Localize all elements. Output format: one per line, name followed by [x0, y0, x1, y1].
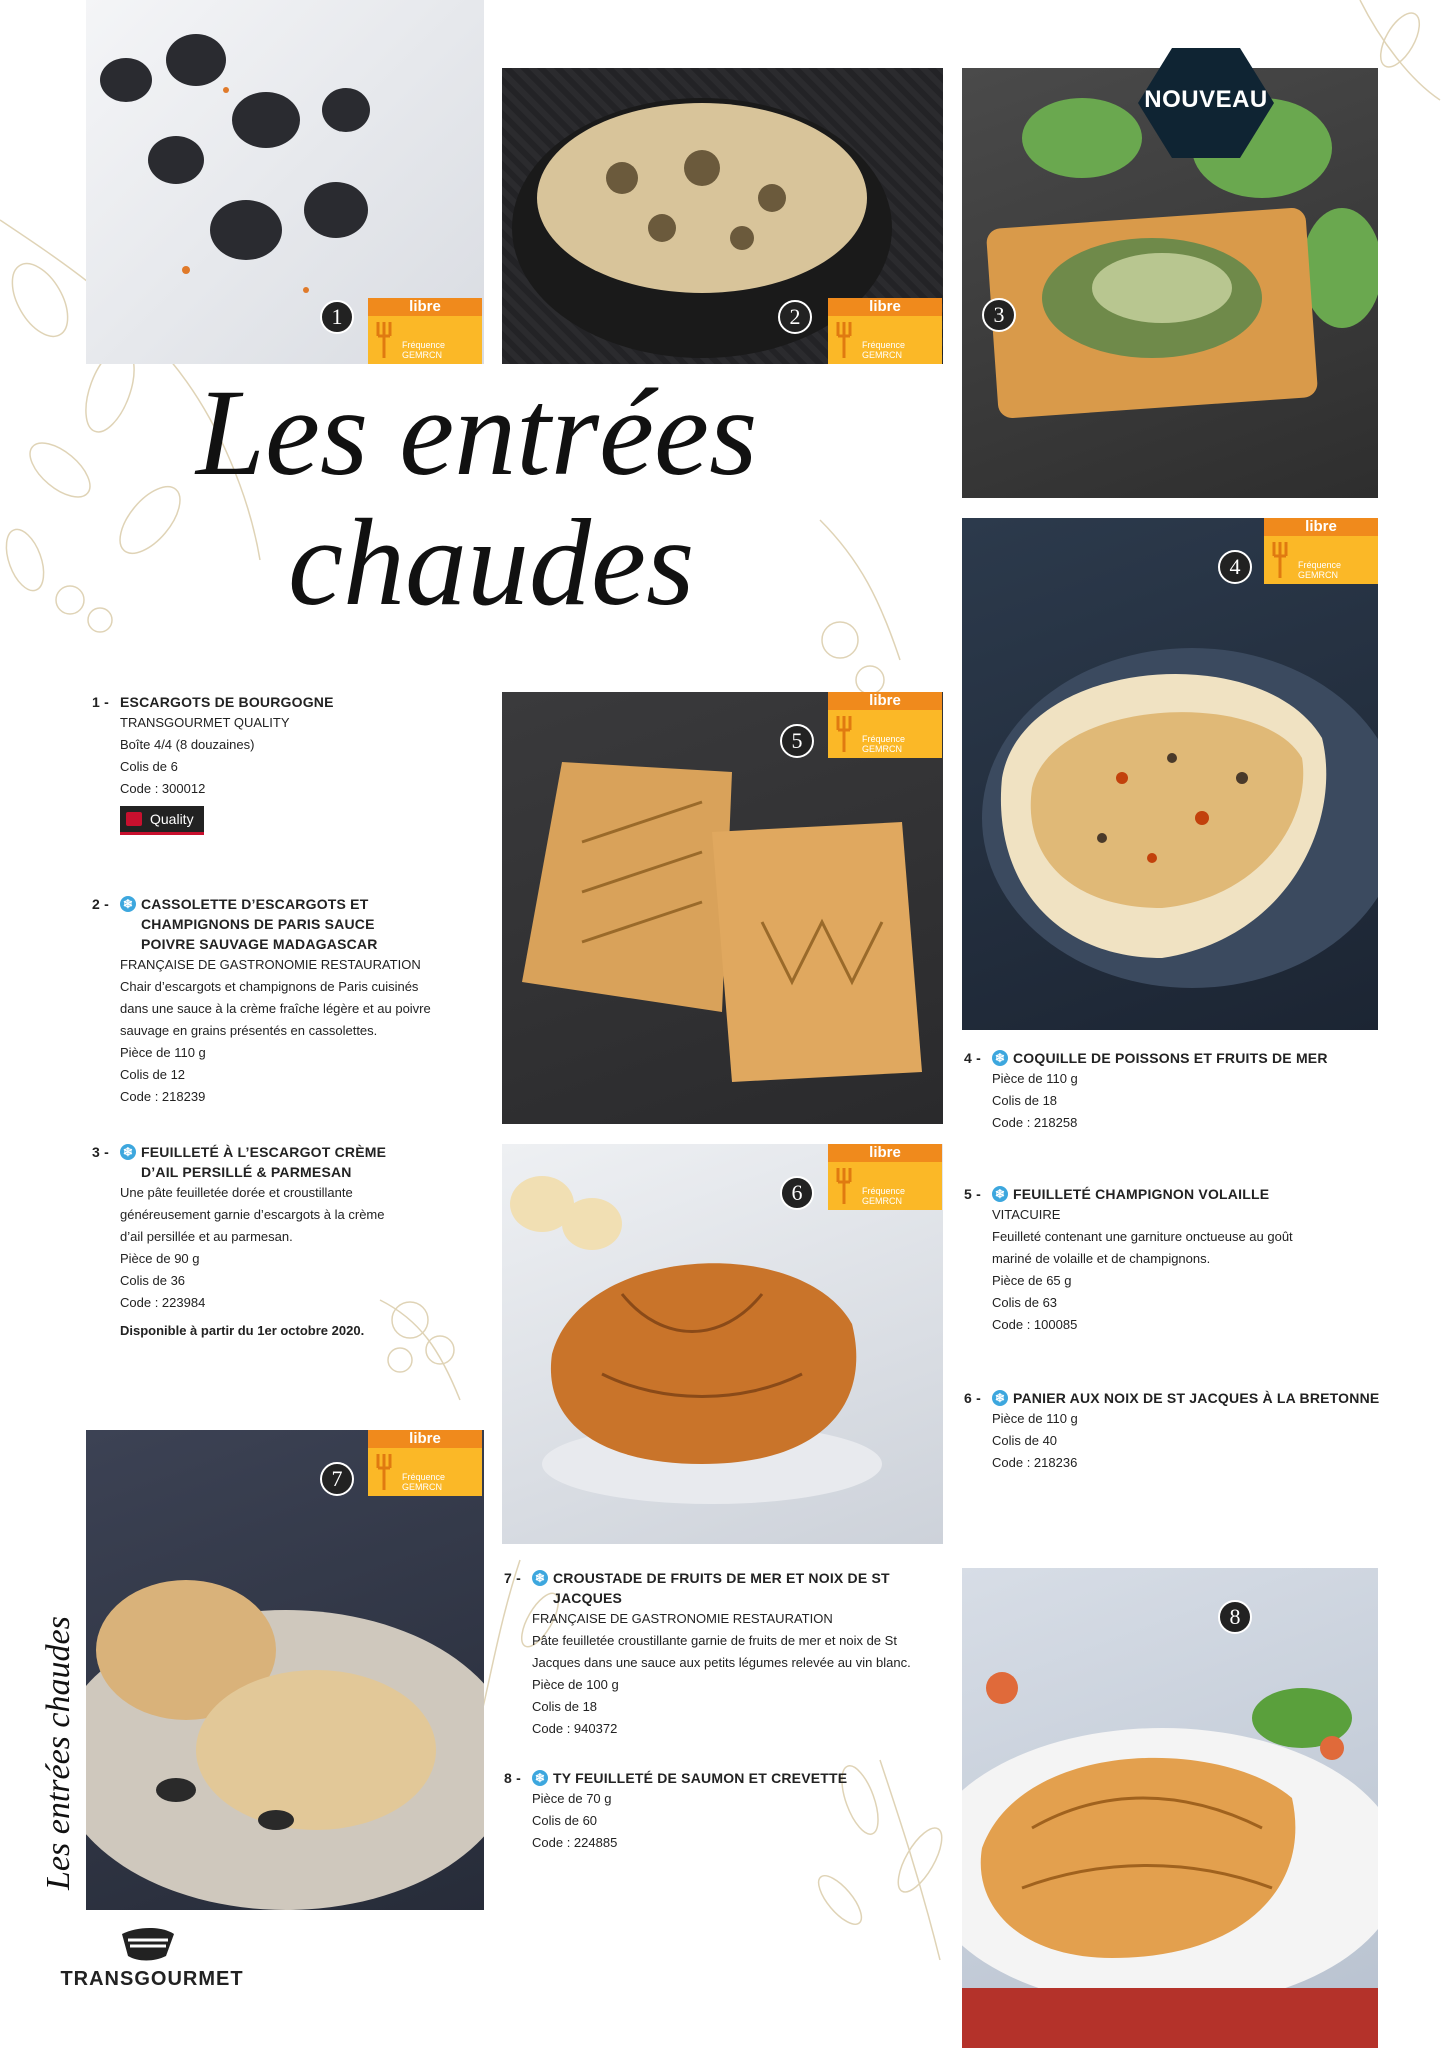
product-weight: Pièce de 100 g [532, 1677, 619, 1692]
frequency-badge [368, 298, 482, 364]
product-weight: Pièce de 110 g [992, 1411, 1078, 1426]
product-colis: Colis de 60 [532, 1813, 598, 1828]
product-availability: Disponible à partir du 1er octobre 2020. [120, 1323, 365, 1338]
product-name: TY FEUILLETÉ DE SAUMON ET CREVETTE [553, 1770, 848, 1786]
freq-line2: GEMRCN [862, 350, 902, 360]
product-name: PANIER AUX NOIX DE ST JACQUES À LA BRETONNE [1013, 1390, 1380, 1406]
title-line2: chaudes [288, 494, 695, 631]
product-brand: FRANÇAISE DE GASTRONOMIE RESTAURATION [120, 957, 421, 972]
freq-line2: GEMRCN [402, 1482, 442, 1492]
product-colis: Colis de 63 [992, 1295, 1058, 1310]
product-brand: TRANSGOURMET QUALITY [120, 715, 290, 730]
product-weight: Pièce de 110 g [992, 1071, 1078, 1086]
product-2 [92, 894, 432, 1108]
freq-line2: GEMRCN [862, 1196, 902, 1206]
freq-line1: Fréquence [862, 340, 906, 350]
product-6 [964, 1388, 1384, 1474]
product-name: CROUSTADE DE FRUITS DE MER ET NOIX DE ST JACQUES [553, 1570, 890, 1606]
snowflake-icon: ❄ [120, 896, 136, 912]
product-weight: Pièce de 65 g [992, 1273, 1072, 1288]
product-code: Code : 218258 [992, 1115, 1078, 1130]
freq-line1: Fréquence [402, 340, 446, 350]
fork-icon [834, 320, 854, 360]
title-line1: Les entrées [196, 364, 758, 501]
product-1 [92, 692, 432, 835]
freq-line2: GEMRCN [1298, 570, 1338, 580]
snowflake-icon: ❄ [992, 1390, 1008, 1406]
freq-line1: Fréquence [402, 1472, 446, 1482]
frequency-badge [828, 1144, 942, 1210]
freq-line2: GEMRCN [402, 350, 442, 360]
badge-4: 4 [1218, 550, 1252, 584]
quality-text: Quality [150, 811, 194, 827]
fork-icon [834, 714, 854, 754]
snowflake-icon: ❄ [532, 1570, 548, 1586]
product-number: 7 - [504, 1570, 521, 1586]
product-4 [964, 1048, 1364, 1134]
product-number: 2 - [92, 896, 109, 912]
product-colis: Colis de 40 [992, 1433, 1058, 1448]
product-packaging: Boîte 4/4 (8 douzaines) [120, 737, 255, 752]
quality-icon [126, 812, 142, 826]
freq-label: libre [828, 692, 942, 710]
product-brand: VITACUIRE [992, 1207, 1061, 1222]
product-description: Pâte feuilletée croustillante garnie de fruits de mer et noix de St Jacques dans une sauce aux petits légumes relevée au vin blanc. [532, 1633, 911, 1670]
product-code: Code : 218236 [992, 1455, 1078, 1470]
product-code: Code : 218239 [120, 1089, 206, 1104]
product-weight: Pièce de 70 g [532, 1791, 612, 1806]
product-7 [504, 1568, 924, 1740]
product-weight: Pièce de 90 g [120, 1251, 200, 1266]
freq-label: libre [368, 1430, 482, 1448]
product-3 [92, 1142, 402, 1342]
product-8 [504, 1768, 924, 1854]
frequency-badge [828, 692, 942, 758]
product-number: 8 - [504, 1770, 521, 1786]
product-name: COQUILLE DE POISSONS ET FRUITS DE MER [1013, 1050, 1328, 1066]
product-brand: FRANÇAISE DE GASTRONOMIE RESTAURATION [532, 1611, 833, 1626]
product-number: 5 - [964, 1186, 981, 1202]
ty-feuillete-illustration [962, 1568, 1378, 2048]
transgourmet-logo [52, 1926, 252, 1996]
badge-5: 5 [780, 724, 814, 758]
badge-2: 2 [778, 300, 812, 334]
nouveau-label: NOUVEAU [1144, 86, 1268, 113]
product-colis: Colis de 18 [992, 1093, 1058, 1108]
freq-line1: Fréquence [862, 1186, 906, 1196]
product-colis: Colis de 6 [120, 759, 178, 774]
badge-6: 6 [780, 1176, 814, 1210]
freq-label: libre [1264, 518, 1378, 536]
nouveau-badge [1138, 48, 1274, 158]
product-name: FEUILLETÉ CHAMPIGNON VOLAILLE [1013, 1186, 1270, 1202]
product-number: 3 - [92, 1144, 109, 1160]
badge-8: 8 [1218, 1600, 1252, 1634]
photo-cassolette [502, 68, 943, 364]
product-weight: Pièce de 110 g [120, 1045, 206, 1060]
fork-icon [374, 320, 394, 360]
frequency-badge [1264, 518, 1378, 584]
fork-icon [374, 1452, 394, 1492]
coquille-illustration [962, 518, 1378, 1030]
product-code: Code : 300012 [120, 781, 206, 796]
badge-3: 3 [982, 298, 1016, 332]
product-code: Code : 223984 [120, 1295, 206, 1310]
product-description: Feuilleté contenant une garniture onctueuse au goût mariné de volaille et de champignons. [992, 1229, 1293, 1266]
photo-ty-feuillete [962, 1568, 1378, 2048]
product-code: Code : 100085 [992, 1317, 1078, 1332]
snowflake-icon: ❄ [992, 1050, 1008, 1066]
badge-1: 1 [320, 300, 354, 334]
frequency-badge [828, 298, 942, 364]
freq-label: libre [828, 298, 942, 316]
freq-label: libre [368, 298, 482, 316]
frequency-badge [368, 1430, 482, 1496]
logo-icon [118, 1926, 178, 1962]
photo-panier-st-jacques [502, 1144, 943, 1544]
croustade-illustration [86, 1430, 484, 1910]
photo-feuillete-champignon [502, 692, 943, 1124]
quality-label [120, 806, 204, 835]
product-description: Une pâte feuilletée dorée et croustillante généreusement garnie d’escargots à la crème d’ail persillée et au parmesan. [120, 1185, 385, 1244]
freq-line1: Fréquence [1298, 560, 1342, 570]
side-title: Les entrées chaudes [40, 1616, 77, 1890]
photo-coquille [962, 518, 1378, 1030]
product-number: 1 - [92, 694, 109, 710]
photo-escargots [86, 0, 484, 364]
photo-croustade [86, 1430, 484, 1910]
freq-line1: Fréquence [862, 734, 906, 744]
product-colis: Colis de 18 [532, 1699, 598, 1714]
product-name: CASSOLETTE D’ESCARGOTS ET CHAMPIGNONS DE PARIS SAUCE POIVRE SAUVAGE MADAGASCAR [141, 896, 378, 952]
product-code: Code : 940372 [532, 1721, 618, 1736]
badge-7: 7 [320, 1462, 354, 1496]
product-code: Code : 224885 [532, 1835, 618, 1850]
product-name: ESCARGOTS DE BOURGOGNE [120, 694, 334, 710]
freq-line2: GEMRCN [862, 744, 902, 754]
snowflake-icon: ❄ [120, 1144, 136, 1160]
product-name: FEUILLETÉ À L’ESCARGOT CRÈME D’AIL PERSILLÉ & PARMESAN [141, 1144, 387, 1180]
product-number: 6 - [964, 1390, 981, 1406]
freq-label: libre [828, 1144, 942, 1162]
fork-icon [834, 1166, 854, 1206]
snowflake-icon: ❄ [992, 1186, 1008, 1202]
product-colis: Colis de 36 [120, 1273, 186, 1288]
snowflake-icon: ❄ [532, 1770, 548, 1786]
logo-text: TRANSGOURMET [60, 1968, 244, 1990]
fork-icon [1270, 540, 1290, 580]
page-title [196, 364, 896, 631]
product-colis: Colis de 12 [120, 1067, 186, 1082]
product-number: 4 - [964, 1050, 981, 1066]
product-description: Chair d’escargots et champignons de Paris cuisinés dans une sauce à la crème fraîche légère et au poivre sauvage en grains présentés en cassolettes. [120, 979, 431, 1038]
product-5 [964, 1184, 1294, 1336]
